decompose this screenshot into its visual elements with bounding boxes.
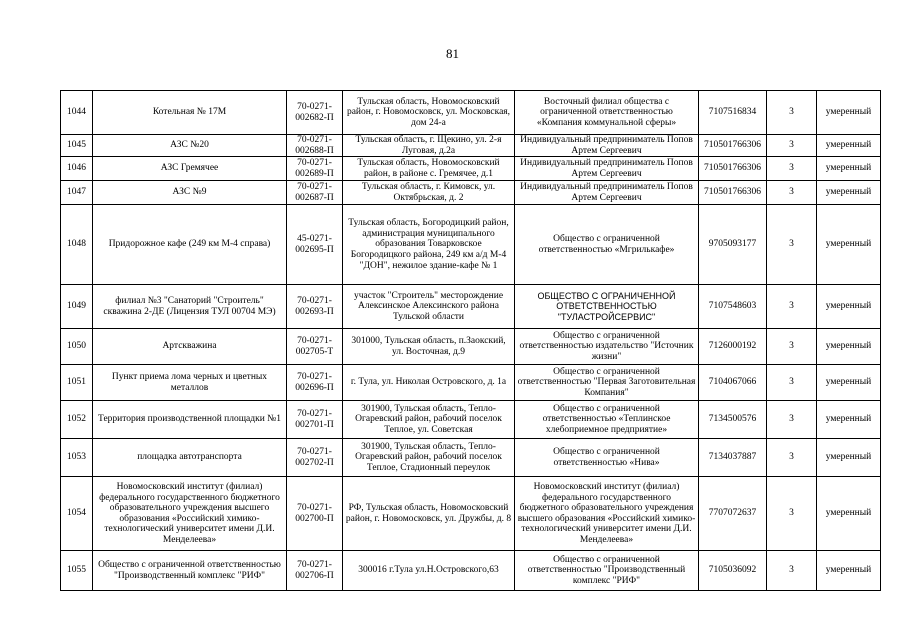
object-code: 70-0271-002687-П [287,181,343,205]
row-number: 1044 [61,91,93,135]
category: 3 [767,329,817,365]
row-number: 1046 [61,157,93,181]
inn-number: 9705093177 [699,205,767,285]
risk-level: умеренный [817,365,881,401]
row-number: 1045 [61,135,93,157]
inn-number: 7107516834 [699,91,767,135]
risk-level: умеренный [817,439,881,477]
row-number: 1048 [61,205,93,285]
organization-name: Общество с ограниченной ответственностью "Первая Заготовительная Компания" [515,365,699,401]
organization-name: Индивидуальный предприниматель Попов Артем Сергеевич [515,157,699,181]
table-row [61,135,881,157]
table-row [61,477,881,551]
inn-number: 7104067066 [699,365,767,401]
organization-name: Индивидуальный предприниматель Попов Артем Сергеевич [515,181,699,205]
risk-level: умеренный [817,135,881,157]
table-row [61,551,881,591]
table-row [61,91,881,135]
table-row [61,205,881,285]
risk-level: умеренный [817,205,881,285]
organization-name: Восточный филиал общества с ограниченной ответственностью «Компания коммунальной сферы» [515,91,699,135]
page-number: 81 [446,46,459,61]
table-row [61,157,881,181]
organization-name: Общество с ограниченной ответственностью «Теплинское хлебоприемное предприятие» [515,401,699,439]
category: 3 [767,365,817,401]
object-code: 70-0271-002700-П [287,477,343,551]
object-code: 70-0271-002706-П [287,551,343,591]
row-number: 1053 [61,439,93,477]
object-address: Тульская область, г. Щекино, ул. 2-я Луговая, д.2а [343,135,515,157]
row-number: 1047 [61,181,93,205]
registry-table [60,90,881,591]
organization-name: Общество с ограниченной ответственностью "Производственный комплекс "РИФ" [515,551,699,591]
object-name: Общество с ограниченной ответственностью "Производственный комплекс "РИФ" [93,551,287,591]
object-name: Артскважина [93,329,287,365]
category: 3 [767,135,817,157]
object-name: Пункт приема лома черных и цветных металлов [93,365,287,401]
category: 3 [767,285,817,329]
inn-number: 7134037887 [699,439,767,477]
object-address: участок "Строитель" месторождение Алексинское Алексинского района Тульской области [343,285,515,329]
object-name: АЗС №20 [93,135,287,157]
object-address: г. Тула, ул. Николая Островского, д. 1а [343,365,515,401]
object-name: филиал №3 "Санаторий "Строитель" скважина 2-ДЕ (Лицензия ТУЛ 00704 МЭ) [93,285,287,329]
object-name: АЗС №9 [93,181,287,205]
row-number: 1052 [61,401,93,439]
object-address: Тульская область, Новомосковский район, г. Новомосковск, ул. Московская, дом 24-а [343,91,515,135]
object-name: Новомосковский институт (филиал) федерального государственного бюджетного образовательного учреждения высшего образования «Российский химико-технологический университет имени Д.И. Менделеева» [93,477,287,551]
risk-level: умеренный [817,181,881,205]
object-address: 301900, Тульская область, Тепло-Огаревский район, рабочий поселок Теплое, Стадионный переулок [343,439,515,477]
risk-level: умеренный [817,477,881,551]
object-address: 301900, Тульская область, Тепло-Огаревский район, рабочий поселок Теплое, ул. Советская [343,401,515,439]
risk-level: умеренный [817,91,881,135]
inn-number: 710501766306 [699,181,767,205]
object-address: Тульская область, Новомосковский район, в районе с. Гремячее, д.1 [343,157,515,181]
object-name: Котельная № 17М [93,91,287,135]
category: 3 [767,477,817,551]
category: 3 [767,401,817,439]
object-address: Тульская область, г. Кимовск, ул. Октябрьская, д. 2 [343,181,515,205]
object-address: Тульская область, Богородицкий район, администрация муниципального образования Товарковское Богородицкого района, 249 км а/д М-4 "ДОН", нежилое здание-кафе № 1 [343,205,515,285]
organization-name: Новомосковский институт (филиал) федерального государственного бюджетного образовательного учреждения высшего образования «Российский химико-технологический университет имени Д.И. Менделеева» [515,477,699,551]
object-code: 70-0271-002701-П [287,401,343,439]
table-row [61,365,881,401]
risk-level: умеренный [817,329,881,365]
risk-level: умеренный [817,551,881,591]
inn-number: 710501766306 [699,157,767,181]
risk-level: умеренный [817,157,881,181]
risk-level: умеренный [817,401,881,439]
object-code: 70-0271-002702-П [287,439,343,477]
row-number: 1050 [61,329,93,365]
object-address: 300016 г.Тула ул.Н.Островского,63 [343,551,515,591]
organization-name: Общество с ограниченной ответственностью «Нива» [515,439,699,477]
category: 3 [767,551,817,591]
table-row [61,329,881,365]
category: 3 [767,439,817,477]
organization-name: Индивидуальный предприниматель Попов Артем Сергеевич [515,135,699,157]
category: 3 [767,157,817,181]
inn-number: 7105036092 [699,551,767,591]
object-code: 70-0271-002693-П [287,285,343,329]
row-number: 1049 [61,285,93,329]
category: 3 [767,181,817,205]
object-name: Территория производственной площадки №1 [93,401,287,439]
object-name: АЗС Гремячее [93,157,287,181]
table-row [61,181,881,205]
object-code: 45-0271-002695-П [287,205,343,285]
row-number: 1055 [61,551,93,591]
inn-number: 7134500576 [699,401,767,439]
object-code: 70-0271-002682-П [287,91,343,135]
category: 3 [767,205,817,285]
organization-name: ОБЩЕСТВО С ОГРАНИЧЕННОЙ ОТВЕТСТВЕННОСТЬЮ "ТУЛАСТРОЙСЕРВИС" [515,285,699,329]
object-name: Придорожное кафе (249 км М-4 справа) [93,205,287,285]
organization-name: Общество с ограниченной ответственностью издательство "Источник жизни" [515,329,699,365]
registry-rows [61,91,881,591]
organization-name: Общество с ограниченной ответственностью «Мгрилькафе» [515,205,699,285]
table-row [61,439,881,477]
inn-number: 7707072637 [699,477,767,551]
object-address: 301000, Тульская область, п.Заокский, ул. Восточная, д.9 [343,329,515,365]
object-code: 70-0271-002696-П [287,365,343,401]
category: 3 [767,91,817,135]
object-code: 70-0271-002688-П [287,135,343,157]
object-code: 70-0271-002705-Т [287,329,343,365]
row-number: 1054 [61,477,93,551]
row-number: 1051 [61,365,93,401]
object-name: площадка автотранспорта [93,439,287,477]
table-row [61,285,881,329]
object-address: РФ, Тульская область, Новомосковский район, г. Новомосковск, ул. Дружбы, д. 8 [343,477,515,551]
table-row [61,401,881,439]
inn-number: 710501766306 [699,135,767,157]
risk-level: умеренный [817,285,881,329]
inn-number: 7126000192 [699,329,767,365]
inn-number: 7107548603 [699,285,767,329]
object-code: 70-0271-002689-П [287,157,343,181]
